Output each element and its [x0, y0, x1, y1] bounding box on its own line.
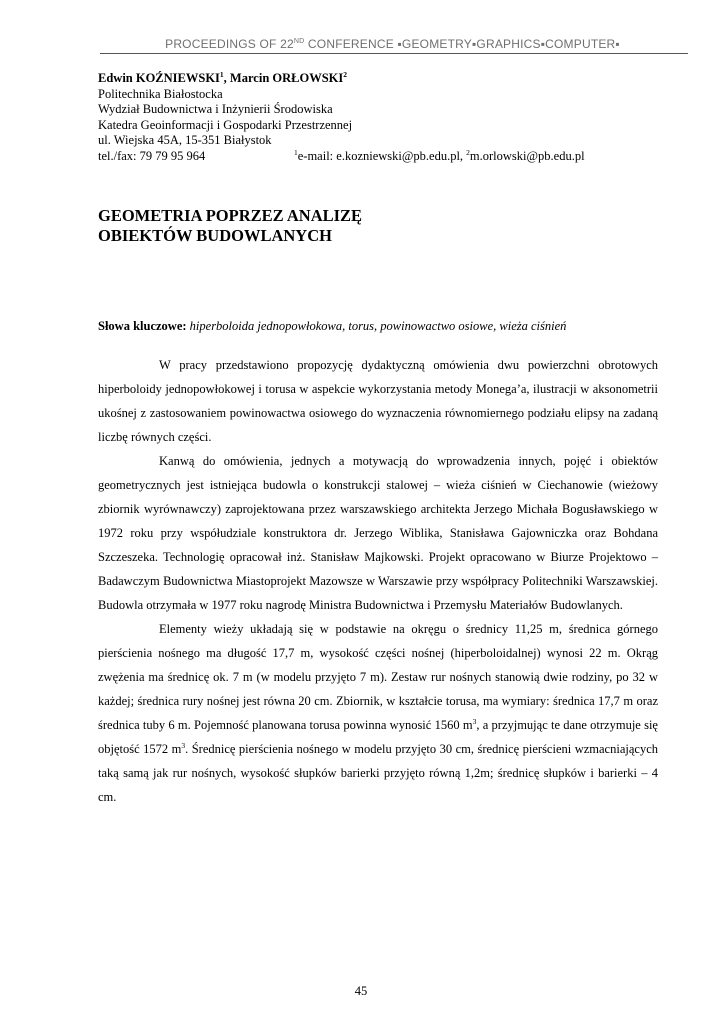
email-line [294, 149, 585, 165]
running-header [100, 37, 685, 51]
paper-title [98, 206, 658, 246]
author-2-affiliation-mark: 2 [343, 70, 347, 79]
email-1: e-mail: e.kozniewski@pb.edu.pl, [297, 148, 467, 163]
body-text [98, 353, 658, 809]
email-2-mark: 2 [466, 147, 470, 157]
author-separator: , [223, 71, 230, 85]
authors-line [98, 71, 658, 87]
page-number: 45 [354, 984, 368, 998]
keywords-text: hiperboloida jednopowłokowa, torus, powinowactwo osiowe, wieża ciśnień [186, 319, 567, 333]
university: Politechnika Białostocka [98, 86, 223, 101]
author-2: Marcin ORŁOWSKI [229, 71, 344, 85]
header-text: PROCEEDINGS OF 22 [165, 37, 294, 51]
header-superscript: ND [293, 38, 305, 45]
keywords-label: Słowa kluczowe: [98, 319, 187, 333]
cubic-superscript-1: 3 [472, 717, 477, 726]
paragraph-3-part-a: Elementy wieży układają się w podstawie na okręgu o średnicy 11,25 m, średnica górnego pierścienia nośnego ma długość 17,7 m, wysokość części nośnej (hiperboloidalnej) wynosi 22 m. Okrąg zwężenia ma średnicę ok. 7 m (w modelu przyjęto 7 m). Zestaw rur nośnych stanowią dwie rodziny, po 32 w każdej; średnica rury nośnej jest równa 20 cm. Zbiornik, w kształcie torusa, ma wymiary: średnica 17,7 m oraz średnica tuby 6 m. Pojemność planowana torusa powinna wynosić 1560 m [98, 622, 658, 732]
title-line-1: GEOMETRIA POPRZEZ ANALIZĘ [98, 206, 363, 225]
author-1: Edwin KOŹNIEWSKI [98, 71, 220, 85]
paragraph-3-part-c: . Średnicę pierścienia nośnego w modelu przyjęto 30 cm, średnicę pierścieni wzmacniających taką samą jak rur nośnych, wysokość słupków barierki przyjęto równą 1,2m; średnicę słupków i barierki – 4 cm. [98, 742, 658, 804]
email-1-mark: 1 [294, 147, 298, 157]
email-2: m.orlowski@pb.edu.pl [469, 148, 585, 163]
department: Katedra Geoinformacji i Gospodarki Przestrzennej [98, 117, 353, 132]
cubic-superscript-2: 3 [181, 741, 186, 750]
faculty: Wydział Budownictwa i Inżynierii Środowiska [98, 102, 333, 117]
header-text-rest: CONFERENCE ▪GEOMETRY▪GRAPHICS▪COMPUTER▪ [304, 37, 620, 51]
title-line-2: OBIEKTÓW BUDOWLANYCH [98, 226, 332, 245]
paragraph-1: W pracy przedstawiono propozycję dydaktyczną omówienia dwu powierzchni obrotowych hiperboloidy jednopowłokowej i torusa w aspekcie wykorzystania metody Monega’a, ilustracji w aksonometrii ukośnej z zastosowaniem powinowactwa osiowego do wyznaczenia równomiernego podziału elipsy na zadaną liczbę równych części. [98, 358, 658, 444]
keywords [98, 318, 658, 334]
author-1-affiliation-mark: 1 [219, 70, 224, 79]
address: ul. Wiejska 45A, 15-351 Białystok [98, 133, 272, 148]
paragraph-3-part-b: , a przyjmując te dane otrzymuje się objętość 1572 m [98, 718, 658, 756]
phone: tel./fax: 79 79 95 964 [98, 148, 206, 163]
contact-line [98, 149, 658, 165]
paragraph-2: Kanwą do omówienia, jednych a motywacją do wprowadzenia innych, pojęć i obiektów geometrycznych jest istniejąca budowla o konstrukcji stalowej – wieża ciśnień w Ciechanowie (wieżowy zbiornik wyrównawczy) zaprojektowana przez warszawskiego architekta Jerzego Michała Bogusławskiego w 1972 roku przy współudziale konstruktora dr. Jerzego Wiblika, Stanisława Gajowniczka oraz Bohdana Szczeszeka. Technologię opracował inż. Stanisław Majkowski. Projekt opracowano w Biurze Projektowo – Badawczym Budownictwa Miastoprojekt Mazowsze w Warszawie przy współpracy Politechniki Warszawskiej. Budowla otrzymała w 1977 roku nagrodę Ministra Budownictwa i Przemysłu Materiałów Budowlanych. [98, 454, 658, 612]
author-affiliation-block [98, 71, 658, 165]
paragraph-3 [98, 617, 658, 809]
header-divider [100, 53, 688, 54]
